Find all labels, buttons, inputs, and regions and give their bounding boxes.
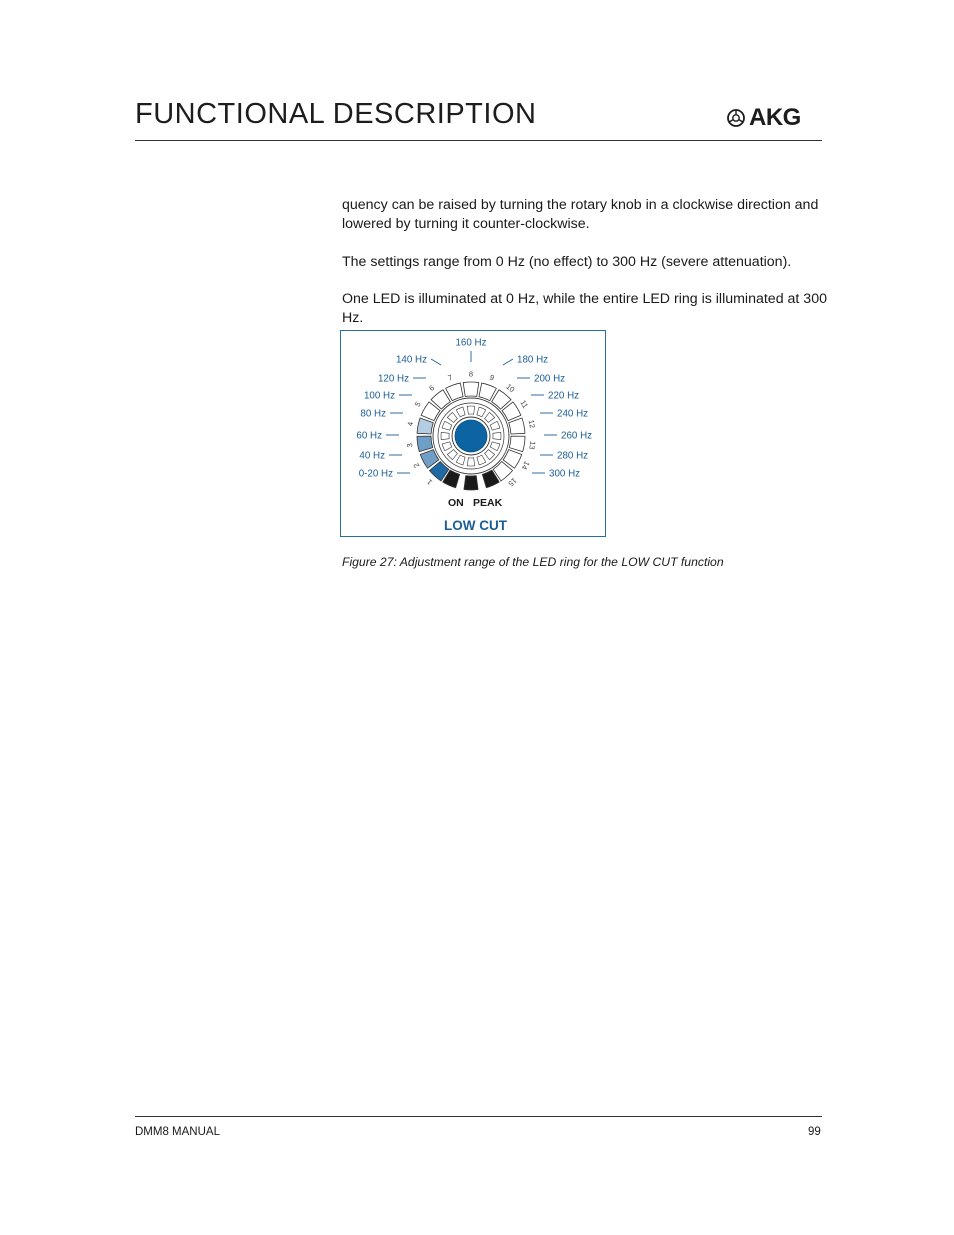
freq-label-12: 240 Hz [557,408,589,420]
led-12 [509,418,525,434]
knob-tooth [467,406,474,414]
led-number-1: 1 [424,477,435,487]
led-ring-diagram [341,331,605,536]
knob-tooth [485,450,495,460]
knob-tooth [493,432,501,439]
knob-tooth [442,421,452,430]
freq-label-2: 40 Hz [359,450,385,462]
freq-leader-9 [503,359,513,365]
rotary-knob [455,420,487,452]
knob-tooth [456,455,465,465]
knob-tooth [467,458,474,466]
body-paragraph-2: The settings range from 0 Hz (no effect) to 300 Hz (severe attenuation). [342,254,792,270]
freq-label-14: 280 Hz [557,450,589,462]
knob-tooth [447,412,457,422]
freq-label-15: 300 Hz [549,468,581,480]
akg-logo-text: AKG [749,104,801,131]
led-13 [509,436,525,451]
led-3 [417,436,433,451]
freq-label-9: 180 Hz [517,354,549,366]
on-label: ON [448,497,464,509]
led-number-13: 13 [527,440,538,451]
freq-label-13: 260 Hz [561,430,593,442]
led-number-15: 15 [506,475,519,489]
freq-label-8: 160 Hz [455,337,487,349]
led-number-5: 5 [412,400,423,409]
peak-label: PEAK [473,497,503,509]
header-divider [135,140,822,141]
led-number-6: 6 [427,383,437,393]
knob-tooth [441,432,449,439]
footer-manual-name: DMM8 MANUAL [135,1126,220,1138]
knob-tooth [456,407,465,417]
knob-tooth [490,442,500,451]
body-paragraph-3: One LED is illuminated at 0 Hz, while the entire LED ring is illuminated at 300 Hz. [342,291,827,326]
led-number-11: 11 [518,398,531,410]
led-number-2: 2 [411,461,422,470]
knob-tooth [485,412,495,422]
freq-label-10: 200 Hz [534,373,566,385]
led-number-14: 14 [519,459,532,472]
footer-page-number: 99 [808,1126,821,1138]
footer-divider [135,1116,822,1117]
led-number-10: 10 [504,381,517,395]
led-number-8: 8 [468,369,474,379]
led-8 [463,382,479,396]
led-number-12: 12 [526,419,538,429]
led-number-3: 3 [404,442,415,448]
figure-caption: Figure 27: Adjustment range of the LED ring for the LOW CUT function [342,555,724,569]
knob-tooth [477,455,486,465]
knob-tooth [447,450,457,460]
akg-logo [727,104,827,132]
freq-label-11: 220 Hz [548,390,580,402]
led-number-7: 7 [446,372,454,383]
page-title: FUNCTIONAL DESCRIPTION [135,98,537,130]
akg-logo-emblem-icon [727,109,745,127]
body-paragraph-1: quency can be raised by turning the rotary knob in a clockwise direction and lowered by turning it counter-clockwise. [342,197,819,232]
freq-leader-7 [431,359,441,365]
led-number-4: 4 [405,421,415,427]
led-4 [417,418,433,434]
knob-tooth [490,421,500,430]
knob-tooth [477,407,486,417]
freq-label-6: 120 Hz [377,373,409,385]
center-led [464,476,478,490]
freq-label-5: 100 Hz [363,390,395,402]
freq-label-4: 80 Hz [360,408,386,420]
low-cut-title: LOW CUT [444,518,507,533]
knob-tooth [442,442,452,451]
freq-label-7: 140 Hz [395,354,427,366]
led-number-9: 9 [488,372,496,383]
led-ring-figure [340,330,606,537]
freq-label-3: 60 Hz [356,430,382,442]
freq-label-1: 0-20 Hz [358,468,393,480]
